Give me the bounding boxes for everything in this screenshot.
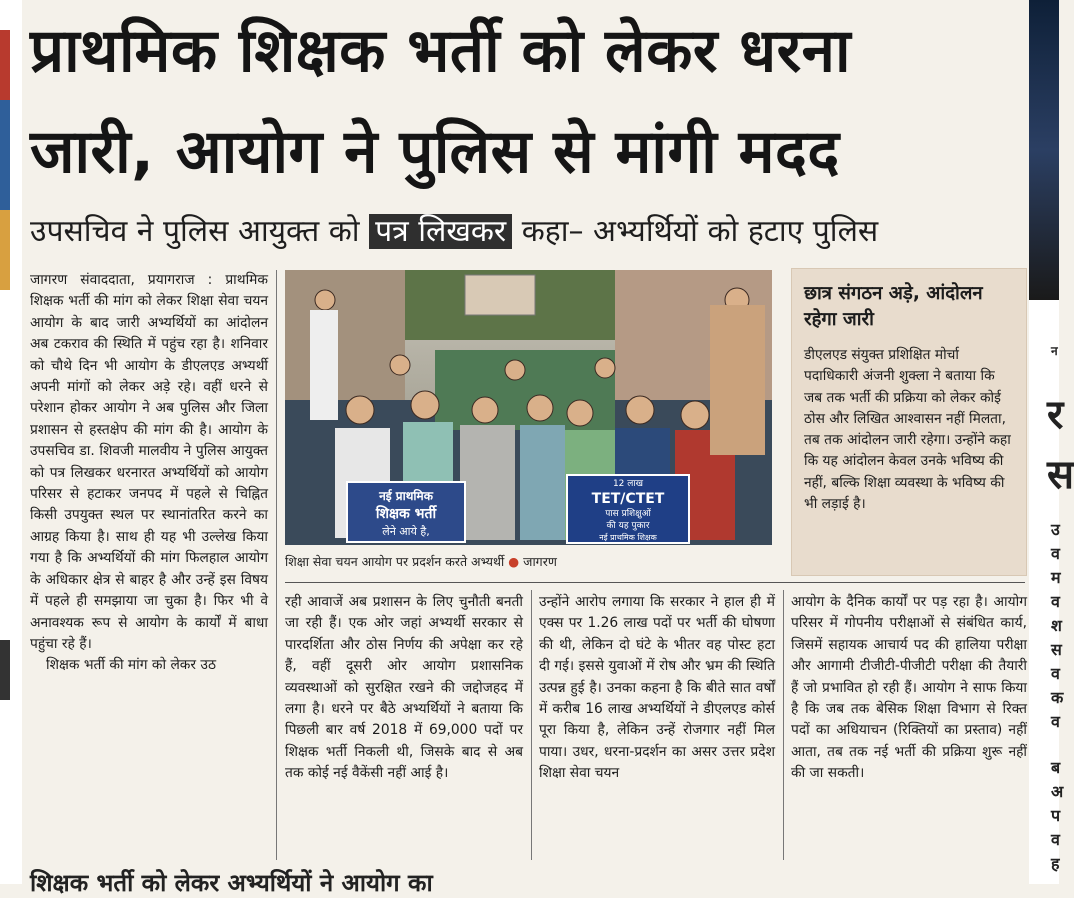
right-edge-glyph: क xyxy=(1051,688,1064,707)
right-edge-glyph: म xyxy=(1051,568,1061,587)
right-edge-glyph: व xyxy=(1051,592,1060,611)
right-edge-glyph: उ xyxy=(1051,520,1060,539)
photo-caption xyxy=(285,553,772,570)
placard-right-line-3: पास प्रशिक्षुओं xyxy=(605,509,651,519)
headline-line-1: प्राथमिक शिक्षक भर्ती को लेकर धरना xyxy=(30,16,852,86)
right-edge-glyph: स xyxy=(1051,640,1062,659)
right-edge-glyph: न xyxy=(1051,344,1058,358)
column-rule-2 xyxy=(531,590,532,860)
article-paragraph: जागरण संवाददाता, प्रयागराज : प्राथमिक शिक्षक भर्ती की मांग को लेकर शिक्षा सेवा चयन आयोग के बाद जारी अभ्यर्थियों का आंदोलन अब टकराव की स्थिति में पहुंच रहा है। शनिवार को चौथे दिन भी आयोग के डीएलएड अभ्यर्थी अपनी मांगों को लेकर अड़े रहे। वहीं धरने से परेशान होकर आयोग ने अब पुलिस और जिला प्रशासन से हस्तक्षेप की मांग की है। आयोग के उपसचिव डा. शिवजी मालवीय ने पुलिस आयुक्त को पत्र लिखकर धरनारत अभ्यर्थियों को आयोग परिसर से हटाकर जनपद में पहले से चिह्नित किसी उपयुक्त स्थल पर स्थानांतरित करने का आग्रह किया है। साथ ही यह भी उल्लेख किया गया है कि अभ्यर्थियों की मांग फिलहाल आयोग के अधिकार क्षेत्र से बाहर है और उन्हें इस विषय में पहले ही समझाया जा चुका है। फिर भी वे अनावश्यक रूप से आयोग के कार्यों में बाधा पहुंचा रहे हैं। xyxy=(30,272,268,652)
placard-right-line-1: 12 लाख xyxy=(612,479,644,489)
article-column-3 xyxy=(539,592,775,785)
right-edge-glyph: प xyxy=(1051,806,1061,825)
placard-right-line-5: नई प्राथमिक शिक्षक xyxy=(599,533,657,542)
article-column-1 xyxy=(30,270,268,677)
right-edge-glyph: व xyxy=(1051,664,1060,683)
next-article-headline-cutoff: शिक्षक भर्ती को लेकर अभ्यर्थियों ने आयोग का xyxy=(30,869,433,897)
placard-right-line-4: की यह पुकार xyxy=(606,521,650,531)
sidebar-title: छात्र संगठन अड़े, आंदोलन रहेगा जारी xyxy=(804,283,983,330)
protest-photo xyxy=(285,270,772,545)
right-edge-photo-strip xyxy=(1029,0,1059,300)
placard-left-line-1: नई प्राथमिक xyxy=(379,489,433,503)
horizontal-rule xyxy=(285,582,1025,583)
placard-right-line-2: TET/CTET xyxy=(591,491,665,507)
right-edge-glyph: व xyxy=(1051,830,1060,849)
protest-photo-illustration xyxy=(285,270,772,545)
article-paragraph: आयोग के दैनिक कार्यों पर पड़ रहा है। आयोग परिसर में गोपनीय परीक्षाओं से संबंधित कार्य, जिसमें सहायक आचार्य पद की हालिया परीक्षा और आगामी टीजीटी-पीजीटी परीक्षा की तैयारी हैं जो प्रभावित हो रही हैं। आयोग ने साफ किया है कि जब तक बेसिक शिक्षा विभाग से रिक्त पदों का अधियाचन (रिक्तियों का प्रस्ताव) नहीं आता, तब तक नई भर्ती की प्रक्रिया शुरू नहीं की जा सकती। xyxy=(791,594,1027,782)
column-rule-3 xyxy=(783,590,784,860)
right-edge-glyph: ब xyxy=(1051,758,1061,777)
left-edge-amber-strip xyxy=(0,210,10,290)
subheadline xyxy=(30,212,1020,252)
sidebar-box xyxy=(791,268,1027,576)
article-paragraph: उन्होंने आरोप लगाया कि सरकार ने हाल ही में एक्स पर 1.26 लाख पदों पर भर्ती की घोषणा की थी, लेकिन दो घंटे के भीतर वह पोस्ट हटा दी गई। इससे युवाओं में रोष और भ्रम की स्थिति उत्पन्न हुई है। उनका कहना है कि बीते सात वर्षों में करीब 16 लाख अभ्यर्थियों ने डीएलएड कोर्स पूरा किया है, लेकिन उन्हें रोजगार नहीं मिल पाया। उधर, धरना-प्रदर्शन का असर उत्तर प्रदेश शिक्षा सेवा चयन xyxy=(539,594,775,782)
right-edge-glyph: र xyxy=(1047,392,1064,438)
left-edge-blue-strip xyxy=(0,100,10,210)
right-edge-glyph: व xyxy=(1051,712,1060,731)
article-column-2 xyxy=(285,592,523,785)
right-edge-glyph: व xyxy=(1051,544,1060,563)
caption-bullet: ● xyxy=(508,554,520,569)
subheadline-after: कहा– अभ्यर्थियों को हटाए पुलिस xyxy=(521,214,879,249)
column-rule-1 xyxy=(276,270,277,860)
subheadline-before: उपसचिव ने पुलिस आयुक्त को xyxy=(30,214,360,249)
left-edge-dark-strip xyxy=(0,640,10,700)
article-column-4 xyxy=(791,592,1027,785)
article-paragraph: शिक्षक भर्ती की मांग को लेकर उठ xyxy=(46,657,216,674)
right-edge-glyph: श xyxy=(1051,616,1062,635)
article-paragraph: रही आवाजें अब प्रशासन के लिए चुनौती बनती जा रही हैं। एक ओर जहां अभ्यर्थी सरकार से पारदर्शिता और ठोस निर्णय की अपेक्षा कर रहे हैं, वहीं दूसरी ओर आयोग प्रशासनिक व्यवस्थाओं को सुरक्षित रखने की जद्दोजहद में लगा है। धरने पर बैठे अभ्यर्थियों ने बताया कि पिछली बार वर्ष 2018 में 69,000 पदों पर शिक्षक भर्ती निकली थी, जिसके बाद से अब तक कोई नई वैकेंसी नहीं आई है। xyxy=(285,594,523,782)
caption-credit: जागरण xyxy=(523,554,557,569)
left-edge-red-strip xyxy=(0,30,10,100)
caption-text: शिक्षा सेवा चयन आयोग पर प्रदर्शन करते अभ्यर्थी xyxy=(285,554,505,569)
right-edge-glyph: स xyxy=(1047,452,1074,498)
right-page-edge xyxy=(1029,0,1074,884)
sidebar-body: डीएलएड संयुक्त प्रशिक्षित मोर्चा पदाधिकारी अंजनी शुक्ला ने बताया कि जब तक भर्ती की प्रक्रिया को लेकर कोई ठोस और लिखित आश्वासन नहीं मिलता, तब तक आंदोलन जारी रहेगा। उन्होंने कहा कि यह आंदोलन केवल उनके भविष्य की नहीं, बल्कि शिक्षा व्यवस्था के भविष्य की भी लड़ाई है। xyxy=(804,347,1011,513)
headline-line-2: जारी, आयोग ने पुलिस से मांगी मदद xyxy=(30,117,840,187)
left-page-edge xyxy=(0,0,22,884)
placard-left-line-2: शिक्षक भर्ती xyxy=(375,506,437,522)
subheadline-highlight: पत्र लिखकर xyxy=(369,214,512,249)
placard-left-line-3: लेने आये है, xyxy=(382,525,430,538)
right-edge-glyph: ह xyxy=(1051,854,1060,873)
right-edge-glyph: अ xyxy=(1051,782,1064,801)
